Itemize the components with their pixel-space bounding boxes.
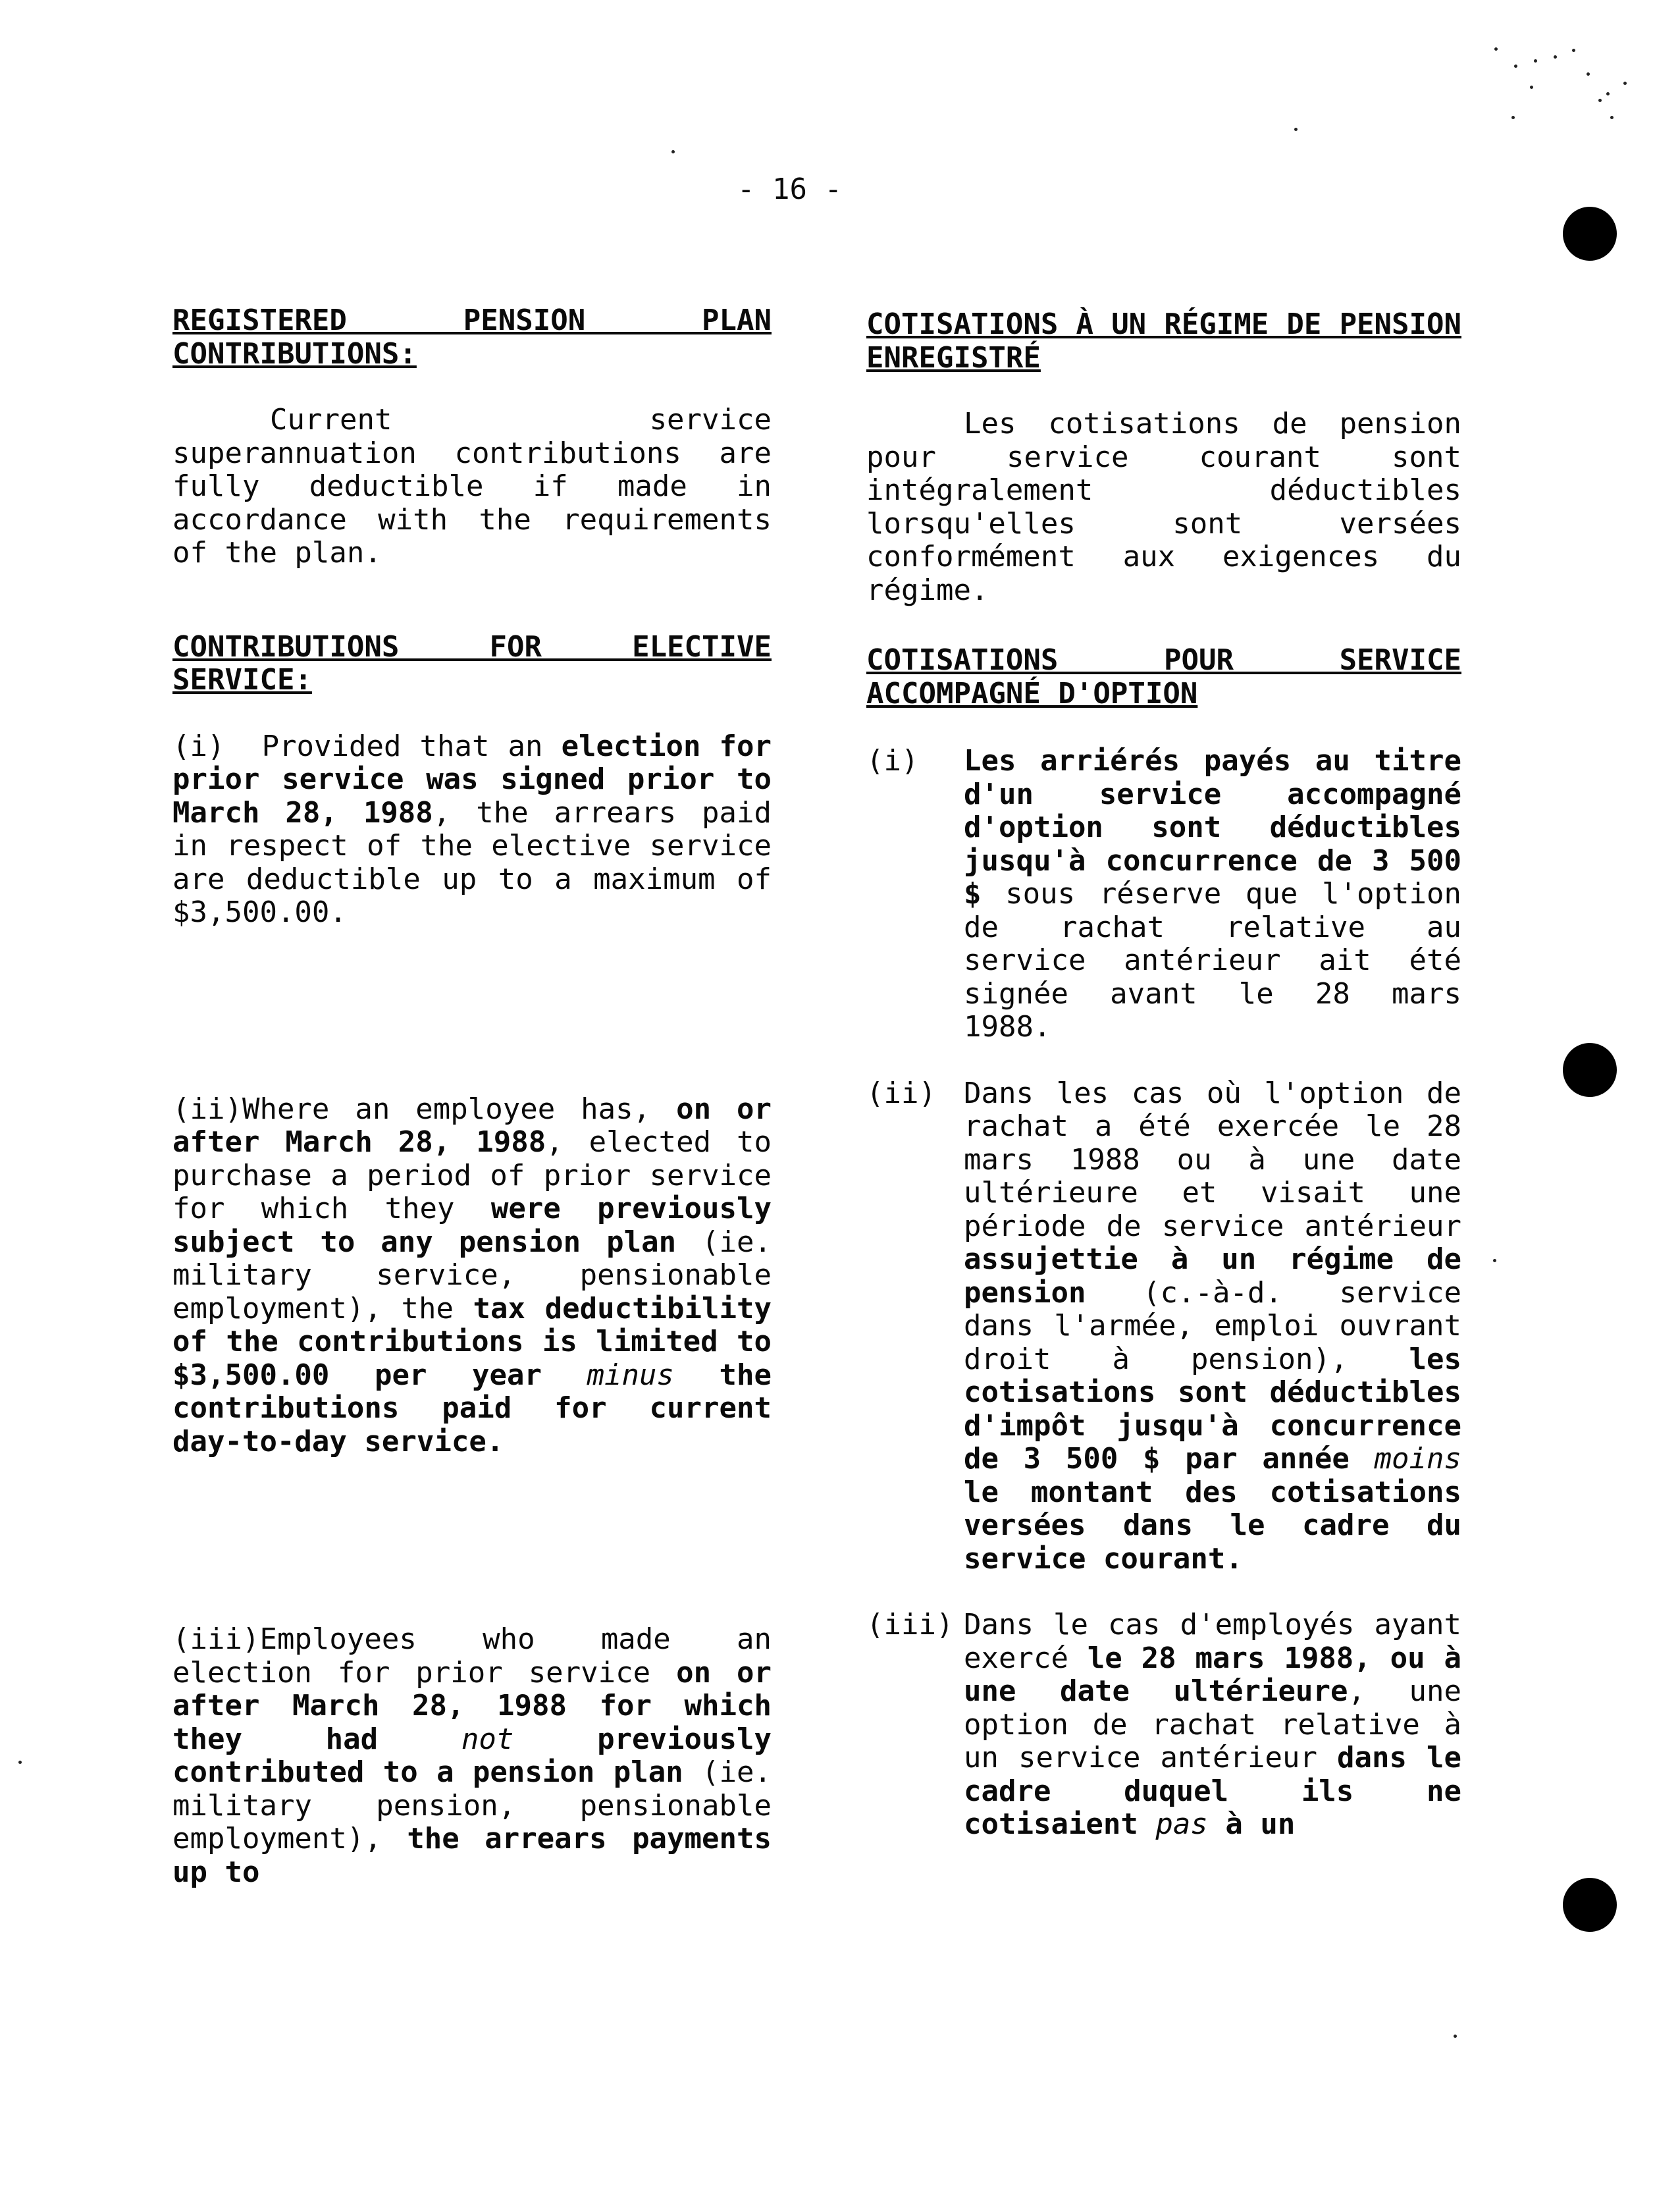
item-text: , une option de rachat relative à un service antérieur [964,1674,1461,1774]
punch-hole-bottom [1563,1878,1617,1932]
item-text: (ie. military service, pensionable employment), the [172,1225,772,1325]
item-italic: not [461,1722,514,1756]
page-number: - 16 - [737,173,842,206]
item-emphasis: previously contributed to a pension plan [172,1722,772,1789]
item-text: , the arrears paid in respect of the elective service are deductible up to a maximum of $3,500.00. [172,795,772,929]
item-i-english [172,730,772,930]
item-emphasis: dans le cadre duquel ils ne cotisaient [964,1741,1461,1841]
punch-hole-middle [1563,1043,1617,1097]
item-emphasis: à un [1207,1807,1296,1841]
item-emphasis: were previously subject to any pension plan [172,1192,772,1259]
item-emphasis: the contributions paid for current day-to-day service. [172,1358,772,1458]
item-italic: moins [1374,1442,1461,1476]
item-text: Where an employee has, [242,1092,677,1126]
item-emphasis: le montant des cotisations versées dans le cadre du service courant. [964,1475,1461,1576]
item-body [964,745,1461,1044]
item-iii-french [866,1609,1461,1842]
heading-elective-service: CONTRIBUTIONS FOR ELECTIVE SERVICE: [172,629,772,697]
heading-registered-pension-plan: REGISTERED PENSION PLAN CONTRIBUTIONS: [172,304,772,371]
paragraph-current-service: Current service superannuation contributions are fully deductible if made in accordance with the requirements of the plan. [172,403,772,570]
item-text: (c.-à-d. service dans l'armée, emploi ouvrant droit à pension), [964,1275,1461,1376]
item-text: , elected to purchase a period of prior service for which they [172,1125,772,1225]
item-body [964,1077,1461,1576]
item-italic: minus [587,1358,674,1392]
item-emphasis: les cotisations sont déductibles d'impôt jusqu'à concurrence de 3 500 $ par année [964,1342,1461,1476]
item-emphasis: on or after March 28, 1988 for which they had [172,1655,772,1756]
item-text: (ie. military pension, pensionable employment), [172,1755,772,1855]
item-ii-french [866,1077,1461,1576]
heading-service-option: COTISATIONS POUR SERVICE ACCOMPAGNÉ D'OPTION [866,643,1461,710]
item-emphasis: the arrears payments up to [172,1822,772,1889]
item-text: sous réserve que l'option de rachat relative au service antérieur ait été signée avant le 28 mars 1988. [964,877,1461,1044]
item-marker: (i) [172,729,225,763]
item-text: Dans les cas où l'option de rachat a été exercée le 28 mars 1988 ou à une date ultérieure et visait une période de service antérieur [964,1076,1461,1243]
item-text: Employees who made an election for prior service [172,1622,772,1690]
item-iii-english [172,1623,772,1889]
item-text: Dans le cas d'employés ayant exercé [964,1608,1461,1675]
item-italic: pas [1155,1807,1208,1841]
item-text: Provided that an [261,729,562,763]
item-emphasis: election for prior service was signed prior to March 28, 1988 [172,729,772,830]
paragraph-service-courant: Les cotisations de pension pour service courant sont intégralement déductibles lorsqu'elles sont versées conformément aux exigences du régime. [866,407,1461,607]
english-column [172,304,772,1889]
item-marker: (iii) [866,1608,954,1641]
item-body [964,1609,1461,1842]
item-emphasis: tax deductibility of the contributions is limited to $3,500.00 per year [172,1291,772,1392]
item-marker: (i) [866,744,919,778]
french-column [866,308,1461,1842]
item-emphasis: assujettie à un régime de pension [964,1242,1461,1310]
item-marker: (ii) [172,1092,242,1126]
item-emphasis: on or after March 28, 1988 [172,1092,772,1159]
item-ii-english [172,1093,772,1459]
item-marker: (iii) [172,1622,260,1656]
item-emphasis: Les arriérés payés au titre d'un service accompagné d'option sont déductibles jusqu'à concurrence de 3 500 $ [964,744,1461,911]
punch-hole-top [1563,207,1617,261]
item-emphasis: le 28 mars 1988, ou à une date ultérieure [964,1641,1461,1708]
item-i-french [866,745,1461,1044]
item-marker: (ii) [866,1076,936,1110]
heading-cotisations-regime: COTISATIONS À UN RÉGIME DE PENSION ENREGISTRÉ [866,307,1461,375]
